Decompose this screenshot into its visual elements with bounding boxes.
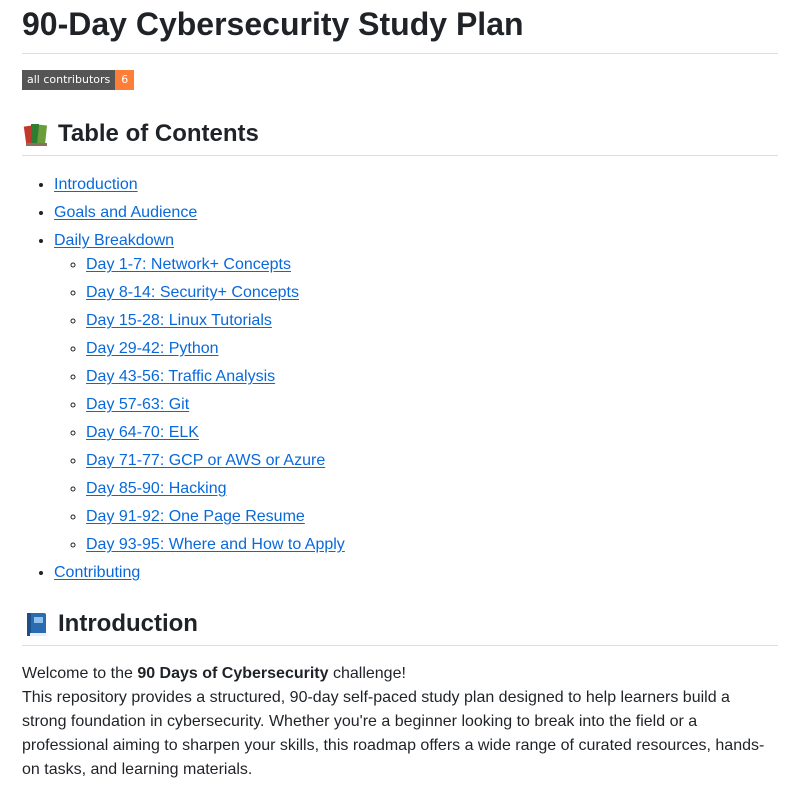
intro-heading bbox=[22, 609, 778, 646]
toc-link-contributing[interactable]: Contributing bbox=[54, 564, 141, 581]
toc-item bbox=[54, 229, 778, 557]
sub-item bbox=[86, 393, 778, 417]
sub-item bbox=[86, 505, 778, 529]
toc-link-day-15-28[interactable]: Day 15-28: Linux Tutorials bbox=[86, 312, 272, 329]
toc-link-day-29-42[interactable]: Day 29-42: Python bbox=[86, 340, 219, 357]
toc-link-daily-breakdown[interactable]: Daily Breakdown bbox=[54, 232, 175, 249]
sub-item bbox=[86, 337, 778, 361]
toc-link-day-1-7[interactable]: Day 1-7: Network+ Concepts bbox=[86, 256, 291, 273]
badge-count: 6 bbox=[115, 70, 134, 90]
sub-item bbox=[86, 421, 778, 445]
sub-item bbox=[86, 365, 778, 389]
toc-link-day-71-77[interactable]: Day 71-77: GCP or AWS or Azure bbox=[86, 452, 326, 469]
toc-link-introduction[interactable]: Introduction bbox=[54, 176, 138, 193]
welcome-bold: 90 Days of Cybersecurity bbox=[137, 665, 329, 682]
contributors-badge[interactable] bbox=[22, 70, 134, 90]
toc-item bbox=[54, 201, 778, 225]
blue-book-icon bbox=[22, 610, 50, 638]
sub-item bbox=[86, 449, 778, 473]
toc-item bbox=[54, 173, 778, 197]
toc-link-day-93-95[interactable]: Day 93-95: Where and How to Apply bbox=[86, 536, 345, 553]
toc-heading-text: Table of Contents bbox=[58, 120, 259, 147]
books-icon bbox=[22, 120, 50, 148]
daily-sublist bbox=[54, 253, 778, 557]
toc-link-day-8-14[interactable]: Day 8-14: Security+ Concepts bbox=[86, 284, 299, 301]
intro-heading-text: Introduction bbox=[58, 610, 198, 637]
welcome-prefix: Welcome to the bbox=[22, 665, 138, 682]
toc-link-day-64-70[interactable]: Day 64-70: ELK bbox=[86, 424, 199, 441]
page-title: 90-Day Cybersecurity Study Plan bbox=[22, 0, 778, 54]
toc-link-day-43-56[interactable]: Day 43-56: Traffic Analysis bbox=[86, 368, 276, 385]
toc-link-goals[interactable]: Goals and Audience bbox=[54, 204, 198, 221]
sub-item bbox=[86, 309, 778, 333]
sub-item bbox=[86, 281, 778, 305]
toc-list bbox=[22, 173, 778, 585]
sub-item bbox=[86, 533, 778, 557]
badge-label: all contributors bbox=[22, 70, 115, 90]
sub-item bbox=[86, 253, 778, 277]
sub-item bbox=[86, 477, 778, 501]
intro-welcome bbox=[22, 662, 778, 686]
welcome-suffix: challenge! bbox=[328, 665, 406, 682]
toc-item bbox=[54, 561, 778, 585]
toc-heading bbox=[22, 119, 778, 156]
toc-link-day-85-90[interactable]: Day 85-90: Hacking bbox=[86, 480, 227, 497]
toc-link-day-57-63[interactable]: Day 57-63: Git bbox=[86, 396, 190, 413]
intro-body: This repository provides a structured, 90-day self-paced study plan designed to help learners build a strong foundation in cybersecurity. Whether you're a beginner looking to break into the field or a professional aiming to sharpen your skills, this roadmap offers a wide range of curated resources, hands-on tasks, and learning materials. bbox=[22, 689, 765, 778]
toc-link-day-91-92[interactable]: Day 91-92: One Page Resume bbox=[86, 508, 305, 525]
